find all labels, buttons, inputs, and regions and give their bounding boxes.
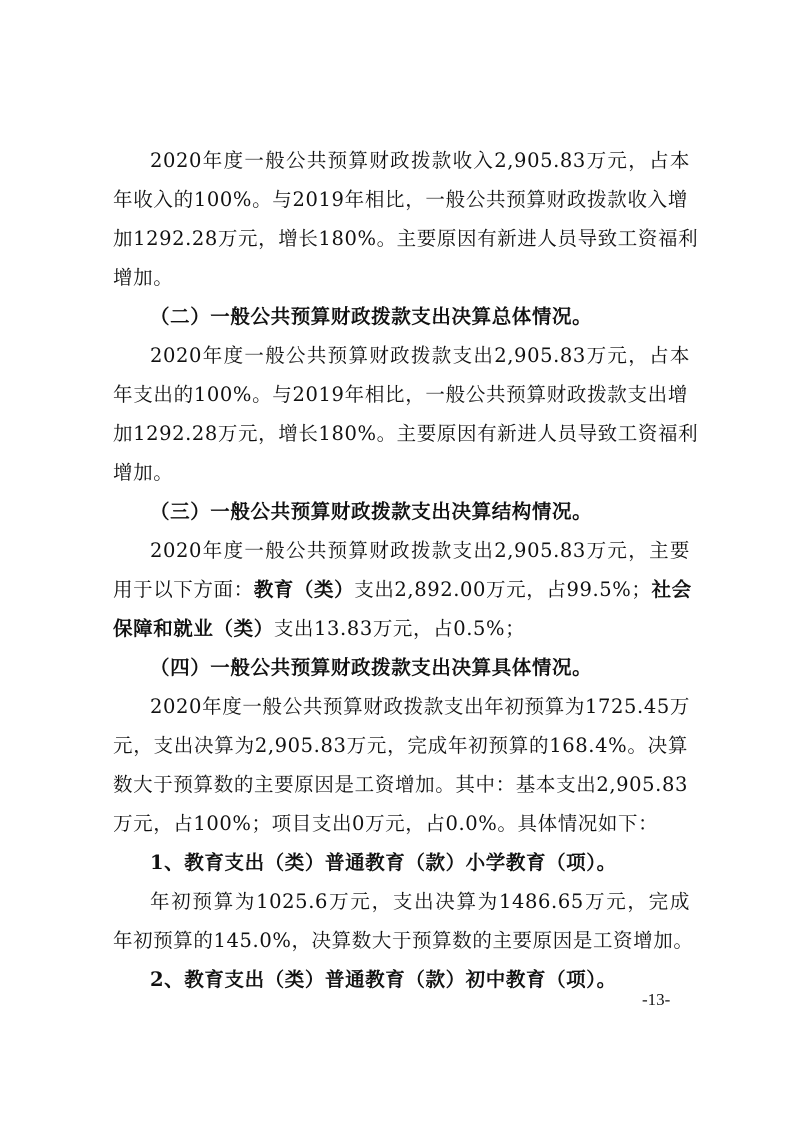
paragraph-line: 年支出的100%。与2019年相比，一般公共预算财政拨款支出增 [113, 383, 688, 406]
category-education: 教育（类） [253, 578, 355, 601]
category-social-security-cont: 保障和就业（类） [113, 617, 274, 640]
paragraph-line: 万元，占100%；项目支出0万元，占0.0%。具体情况如下： [113, 812, 659, 835]
section-heading: （二）一般公共预算财政拨款支出决算总体情况。 [150, 305, 593, 328]
paragraph-line: 增加。 [113, 461, 174, 484]
paragraph-line: 增加。 [113, 266, 174, 289]
paragraph-line: 2020年度一般公共预算财政拨款收入2,905.83万元，占本 [150, 149, 690, 172]
paragraph-line [113, 575, 692, 605]
section-heading: （三）一般公共预算财政拨款支出决算结构情况。 [150, 500, 593, 523]
section-heading: （四）一般公共预算财政拨款支出决算具体情况。 [150, 656, 593, 679]
paragraph-line: 年收入的100%。与2019年相比，一般公共预算财政拨款收入增 [113, 188, 688, 211]
paragraph-line: 加1292.28万元，增长180%。主要原因有新进人员导致工资福利 [113, 227, 699, 250]
paragraph-line: 元，支出决算为2,905.83万元，完成年初预算的168.4%。决算 [113, 734, 688, 757]
paragraph-line: 年初预算的145.0%，决算数大于预算数的主要原因是工资增加。 [113, 929, 694, 952]
line-text: 支出2,892.00万元，占99.5%； [354, 578, 652, 601]
page-number: -13- [642, 990, 671, 1009]
paragraph-line: 年初预算为1025.6万元，支出决算为1486.65万元，完成 [150, 890, 690, 913]
line-text: 支出13.83万元，占0.5%； [273, 617, 526, 640]
subsection-heading: 1、教育支出（类）普通教育（款）小学教育（项）。 [150, 851, 617, 874]
paragraph-line: 2020年度一般公共预算财政拨款支出年初预算为1725.45万 [150, 695, 690, 718]
subsection-heading: 2、教育支出（类）普通教育（款）初中教育（项）。 [150, 968, 617, 991]
paragraph-line: 数大于预算数的主要原因是工资增加。其中：基本支出2,905.83 [113, 773, 688, 796]
category-social-security: 社会 [651, 578, 692, 601]
paragraph-line [113, 614, 688, 644]
paragraph-line: 2020年度一般公共预算财政拨款支出2,905.83万元，主要 [150, 539, 690, 562]
paragraph-line: 加1292.28万元，增长180%。主要原因有新进人员导致工资福利 [113, 422, 699, 445]
line-text: 用于以下方面： [113, 578, 254, 601]
paragraph-line: 2020年度一般公共预算财政拨款支出2,905.83万元，占本 [150, 344, 690, 367]
